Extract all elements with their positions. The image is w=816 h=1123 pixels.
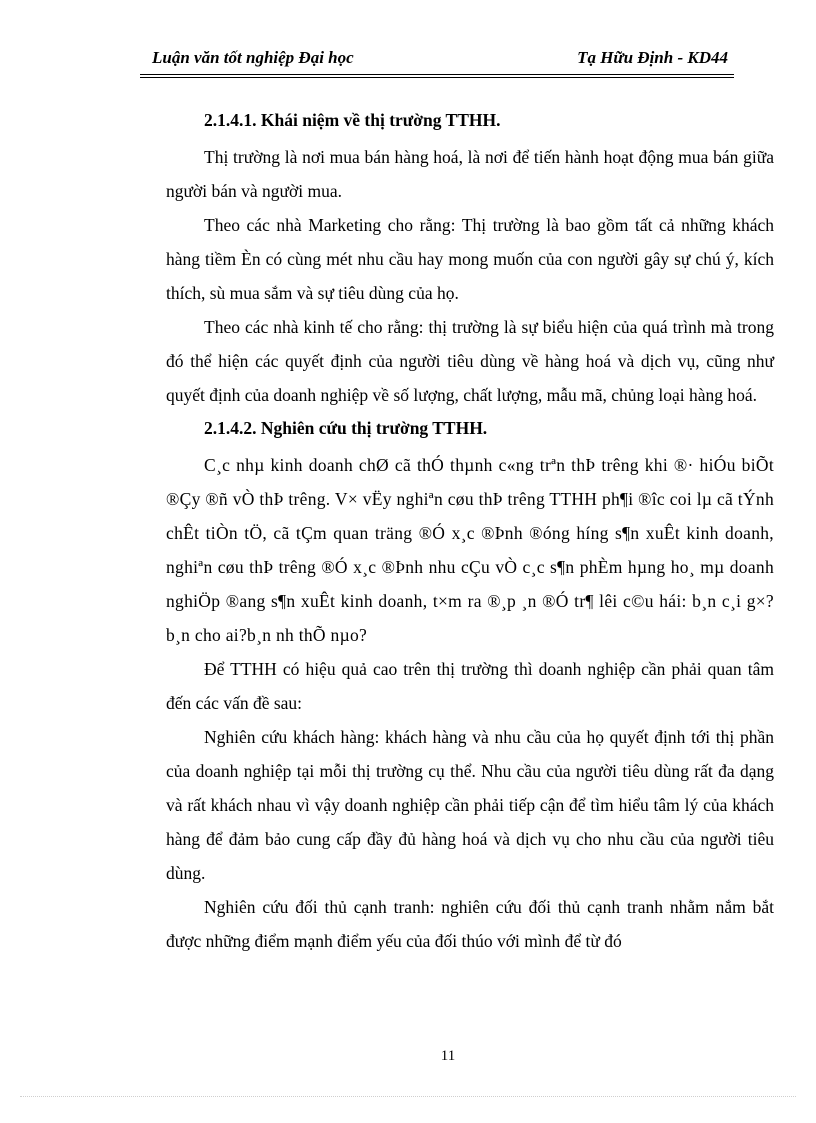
page-bottom-divider [20, 1096, 796, 1097]
section-heading-2-1-4-2: 2.1.4.2. Nghiên cứu thị trường TTHH. [204, 418, 488, 438]
header-author: Tạ Hữu Định - KD44 [577, 48, 728, 67]
paragraph: Thị trường là nơi mua bán hàng hoá, là nơi để tiến hành hoạt động mua bán giữa người bán và người mua. [166, 147, 774, 201]
page-number: 11 [440, 1048, 456, 1064]
paragraph: Nghiên cứu đối thủ cạnh tranh: nghiên cứu đối thủ cạnh tranh nhằm nắm bắt được những điểm mạnh điểm yếu của đối thúo với mình để từ đó [166, 897, 774, 951]
header-thesis-title: Luận văn tốt nghiệp Đại học [152, 48, 354, 67]
running-header [140, 32, 734, 78]
paragraph: Theo các nhà kinh tế cho rằng: thị trường là sự biểu hiện của quá trình mà trong đó thể hiện các quyết định của người tiêu dùng về hàng hoá và dịch vụ, cũng như quyết định của doanh nghiệp về số lượng, chất lượng, mẫu mã, chủng loại hàng hoá. [166, 317, 774, 405]
body-text [166, 104, 774, 958]
paragraph-legacy-encoding: C¸c nhµ kinh doanh chØ cã thÓ thµnh c«ng trªn thÞ trêng khi ®· hiÓu biÕt ®Çy ®ñ vÒ thÞ trêng. V× vËy nghiªn cøu thÞ trêng TTHH ph¶i ®îc coi lµ cã tÝnh chÊt tiÒn tÖ, cã tÇm quan träng ®Ó x¸c ®Þnh ®óng híng s¶n xuÊt kinh doanh, nghiªn cøu thÞ trêng ®Ó x¸c ®Þnh nhu cÇu vÒ c¸c s¶n phÈm hµng ho¸ mµ doanh nghiÖp ®ang s¶n xuÊt kinh doanh, t×m ra ®¸p ¸n ®Ó tr¶ lêi c©u hái: b¸n c¸i g×?b¸n cho ai?b¸n nh thÕ nµo? [166, 455, 774, 645]
paragraph: Nghiên cứu khách hàng: khách hàng và nhu cầu của họ quyết định tới thị phần của doanh nghiệp tại mỗi thị trường cụ thể. Nhu cầu của người tiêu dùng rất đa dạng và rất khách nhau vì vậy doanh nghiệp cần phải tiếp cận để tìm hiểu tâm lý của khách hàng để đảm bảo cung cấp đầy đủ hàng hoá và dịch vụ cho nhu cầu của người tiêu dùng. [166, 727, 774, 883]
section-heading-2-1-4-1: 2.1.4.1. Khái niệm về thị trường TTHH. [204, 110, 501, 130]
paragraph: Theo các nhà Marketing cho rằng: Thị trường là bao gồm tất cả những khách hàng tiềm Èn có cùng mét nhu cầu hay mong muốn của con người gây sự chú ý, kích thích, sù mua sắm và sự tiêu dùng của họ. [166, 215, 774, 303]
paragraph: Để TTHH có hiệu quả cao trên thị trường thì doanh nghiệp cần phải quan tâm đến các vấn đề sau: [166, 659, 774, 713]
